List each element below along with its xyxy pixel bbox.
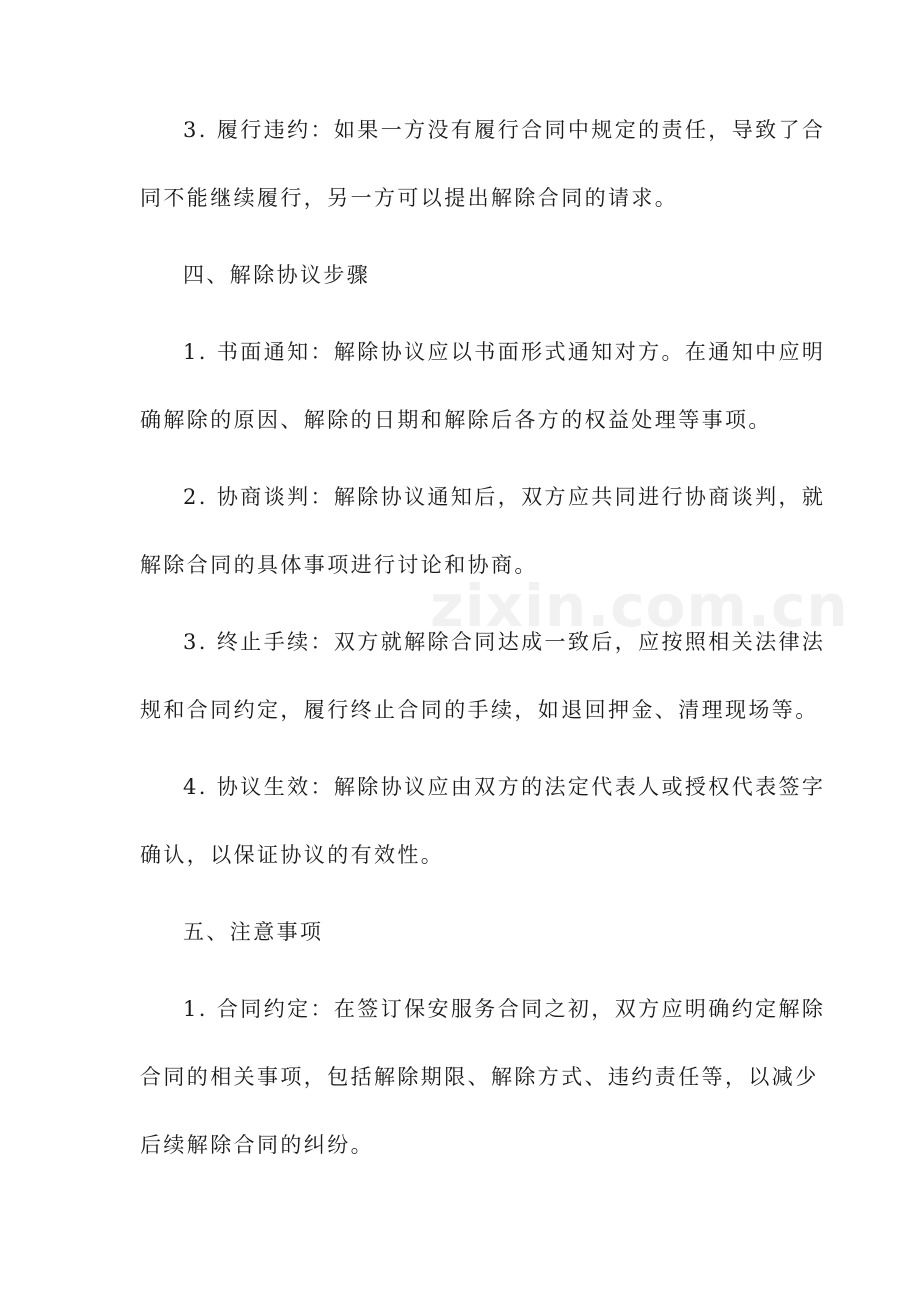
section-heading-termination-steps (140, 241, 780, 309)
paragraph-line: 2. 协商谈判：解除协议通知后，双方应共同进行协商谈判，就 (183, 485, 826, 509)
paragraph-line: 同不能继续履行，另一方可以提出解除合同的请求。 (140, 186, 679, 210)
paragraph-line: 合同的相关事项，包括解除期限、解除方式、违约责任等，以减少 (140, 1065, 819, 1089)
paragraph-line: 确认，以保证协议的有效性。 (140, 843, 445, 867)
paragraph-line: 解除合同的具体事项进行讨论和协商。 (140, 553, 538, 577)
paragraph-line: 1. 书面通知：解除协议应以书面形式通知对方。在通知中应明 (183, 340, 826, 364)
section-heading-notes (140, 898, 780, 966)
paragraph-line: 规和合同约定，履行终止合同的手续，如退回押金、清理现场等。 (140, 698, 819, 722)
paragraph-line: 确解除的原因、解除的日期和解除后各方的权益处理等事项。 (140, 408, 772, 432)
paragraph-written-notice (140, 318, 826, 454)
paragraph-line: 4. 协议生效：解除协议应由双方的法定代表人或授权代表签字 (183, 775, 826, 799)
paragraph-breach (140, 96, 826, 232)
paragraph-agreement-effective (140, 753, 826, 889)
paragraph-line: 后续解除合同的纠纷。 (140, 1133, 374, 1157)
paragraph-line: 3. 履行违约：如果一方没有履行合同中规定的责任，导致了合 (183, 118, 826, 142)
heading-line: 四、解除协议步骤 (183, 263, 371, 287)
paragraph-termination-procedures (140, 608, 826, 744)
paragraph-line: 1. 合同约定：在签订保安服务合同之初，双方应明确约定解除 (183, 997, 826, 1021)
paragraph-line: 3. 终止手续：双方就解除合同达成一致后，应按照相关法律法 (183, 630, 826, 654)
paragraph-negotiation (140, 463, 826, 599)
document-body (140, 96, 826, 1188)
paragraph-contract-agreement (140, 975, 826, 1179)
heading-line: 五、注意事项 (183, 920, 324, 944)
watermark: zixin.com.cn (430, 572, 849, 640)
